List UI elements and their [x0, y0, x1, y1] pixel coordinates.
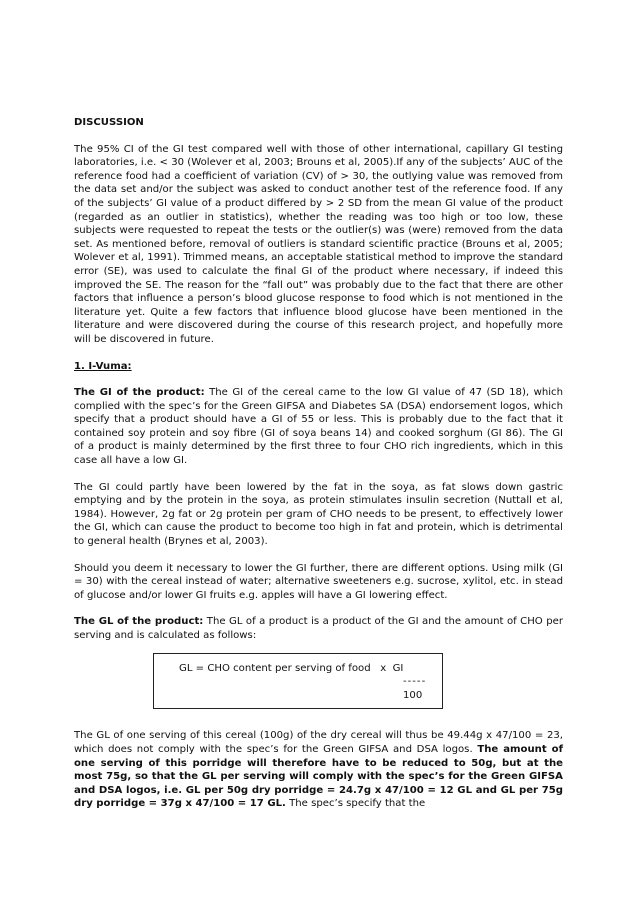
- gl-paragraph: [74, 615, 563, 642]
- gl-label: The GL of the product:: [74, 616, 204, 628]
- section-heading-ivuma: 1. I-Vuma:: [74, 360, 132, 372]
- serving-bold-text: The amount of one serving of this porridge will therefore have to be reduced to 50g, but at the most 75g, so that the GL per serving will comply with the spec’s for the Green GIFSA and DSA logos, i.e. GL per 50g dry porridge = 24.7g x 47/100 = 12 GL and GL per 75g dry porridge = 37g x 47/100 = 17 GL.: [74, 743, 563, 810]
- gi-paragraph: [74, 386, 563, 468]
- gi-text: The GI of the cereal came to the low GI value of 47 (SD 18), which complied with the spec’s for the Green GIFSA and Diabetes SA (DSA) endorsement logos, which specify that a product should have a GI of 55 or less. This is probably due to the fact that it contained soy protein and soy fibre (GI of soya beans 14) and cooked sorghum (GI 86). The GI of a product is mainly determined by the first three to four CHO rich ingredients, which in this case all have a low GI.: [74, 387, 563, 467]
- formula-main: GL = CHO content per serving of food x GI: [179, 662, 404, 674]
- gi-label: The GI of the product:: [74, 387, 205, 399]
- fat-protein-paragraph: The GI could partly have been lowered by the fat in the soya, as fat slows down gastric emptying and by the protein in the soya, as protein stimulates insulin secretion (Nuttall et al, 1984). However, 2g fat or 2g protein per gram of CHO needs to be present, to effectively lower the GI, which can cause the product to become too high in fat and protein, which is detrimental to general health (Brynes et al, 2003).: [74, 481, 563, 548]
- discussion-heading: DISCUSSION: [74, 117, 144, 128]
- serving-tail-text: The spec’s specify that the: [285, 798, 426, 810]
- lower-gi-paragraph: Should you deem it necessary to lower the GI further, there are different options. Using milk (GI = 30) with the cereal instead of water; alternative sweeteners e.g. sucrose, xylitol, etc. in stead of glucose and/or lower GI fruits e.g. apples will have a GI lowering effect.: [74, 562, 563, 601]
- formula-denominator: 100: [403, 689, 423, 701]
- formula-fraction: [403, 675, 442, 702]
- discussion-paragraph: The 95% CI of the GI test compared well with those of other international, capillary GI testing laboratories, i.e. < 30 (Wolever et al, 2003; Brouns et al, 2005).If any of the subjects’ AUC of the reference food had a coefficient of variation (CV) of > 30, the outlying value was removed from the data set and/or the subject was asked to conduct another test of the reference food. If any of the subjects’ GI value of a product differed by > 2 SD from the mean GI value of the product (regarded as an outlier in statistics), whether the reading was too high or too low, these subjects were requested to repeat the tests or the outlier(s) was (were) removed from the data set. As mentioned before, removal of outliers is standard scientific practice (Brouns et al, 2005; Wolever et al, 1991). Trimmed means, an acceptable statistical method to improve the standard error (SE), was used to calculate the final GI of the product where necessary, if indeed this improved the SE. The reason for the “fall out” was probably due to the fact that there are other factors that influence a person’s blood glucose response to food which is not mentioned in the literature yet. Quite a few factors that influence blood glucose have been mentioned in the literature and were discovered during the course of this research project, and hopefully more will be discovered in future.: [74, 143, 563, 345]
- serving-paragraph: [74, 729, 563, 811]
- document-page: [74, 116, 563, 811]
- serving-text: The GL of one serving of this cereal (100g) of the dry cereal will thus be 49.44g x 47/100 = 23, which does not comply with the spec’s for the Green GIFSA and DSA logos.: [74, 730, 563, 755]
- gl-text: The GL of a product is a product of the GI and the amount of CHO per serving and is calculated as follows:: [74, 616, 563, 641]
- gl-formula-box: [153, 653, 443, 710]
- formula-fraction-line: -----: [403, 676, 427, 688]
